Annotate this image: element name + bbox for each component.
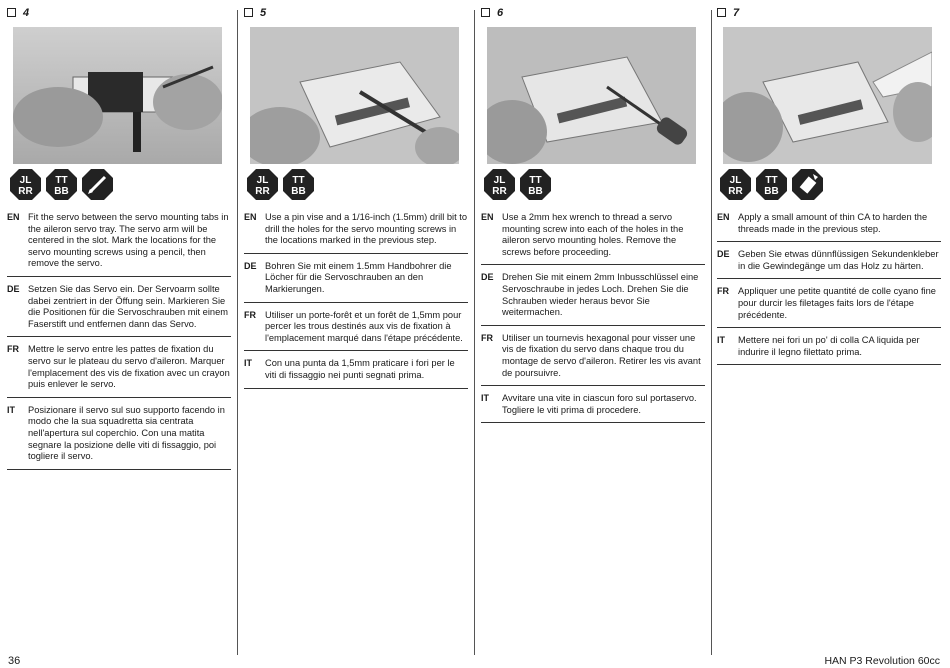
ca-glue-icon bbox=[791, 168, 824, 201]
instruction-text: Appliquer une petite quantité de colle cyano fine pour durcir les filetages faits lors de l'étape précédente. bbox=[738, 286, 936, 320]
lang-label: IT bbox=[7, 404, 15, 415]
text-it bbox=[481, 391, 705, 423]
lang-label: DE bbox=[7, 283, 20, 294]
step-header bbox=[717, 7, 739, 19]
instruction-text: Utiliser un tournevis hexagonal pour visser une vis de fixation du servo dans chaque trou du montage de servo d'aileron. Retirer les vis avant de poursuivre. bbox=[502, 332, 701, 378]
instruction-text: Bohren Sie mit einem 1.5mm Handbohrer die Löcher für die Servoschrauben an den Markierungen. bbox=[265, 260, 452, 294]
svg-text:JL: JL bbox=[729, 175, 742, 186]
both-wings-icon bbox=[282, 168, 315, 201]
instruction-text: Setzen Sie das Servo ein. Der Servoarm sollte dabei zentriert in der Öffung sein. Markieren Sie die Positionen für die Servoschrauben mit einem Faserstift und entfernen dann das Servo. bbox=[28, 283, 228, 329]
instruction-text: Apply a small amount of thin CA to harden the threads made in the previous step. bbox=[738, 212, 928, 234]
instruction-text: Posizionare il servo sul suo supporto facendo in modo che la sua squadretta sia centrata nell'apertura sul coperchio. Con una matita segnare la posizione delle viti di fissaggio, poi togliere il servo. bbox=[28, 404, 225, 462]
text-en bbox=[717, 210, 941, 242]
svg-text:TT: TT bbox=[55, 175, 68, 186]
both-wings-icon bbox=[519, 168, 552, 201]
left-right-wing-icon bbox=[719, 168, 752, 201]
step-header bbox=[7, 7, 29, 19]
left-right-wing-icon bbox=[483, 168, 516, 201]
column-divider bbox=[474, 10, 475, 655]
both-wings-icon bbox=[755, 168, 788, 201]
svg-text:RR: RR bbox=[728, 186, 743, 197]
checkbox[interactable] bbox=[7, 8, 16, 17]
text-de bbox=[7, 282, 231, 337]
lang-label: EN bbox=[244, 212, 257, 222]
step-photo bbox=[250, 27, 459, 164]
instruction-text: Fit the servo between the servo mounting tabs in the aileron servo tray. The servo arm will be centered in the slot. Mark the locations for the servo mounting screws using a pencil, then remove the servo. bbox=[28, 212, 229, 269]
step-photo bbox=[13, 27, 222, 164]
step-number: 6 bbox=[497, 7, 504, 19]
step-header bbox=[244, 7, 266, 19]
instruction-text: Mettre le servo entre les pattes de fixation du servo sur le plateau du servo d'aileron. Marquer l'emplacement des vis de fixation avec un crayon puis enlever le servo. bbox=[28, 344, 230, 390]
lang-label: DE bbox=[244, 260, 257, 271]
text-en bbox=[481, 210, 705, 265]
lang-label: FR bbox=[244, 309, 256, 320]
both-wings-icon bbox=[45, 168, 78, 201]
instruction-text: Avvitare una vite in ciascun foro sul portaservo. Togliere le viti prima di procedere. bbox=[502, 393, 697, 415]
instruction-text: Mettere nei fori un po' di colla CA liquida per indurire il legno filettato prima. bbox=[738, 335, 920, 357]
svg-text:TT: TT bbox=[529, 175, 542, 186]
text-fr bbox=[7, 342, 231, 397]
svg-text:RR: RR bbox=[492, 186, 507, 197]
step-photo bbox=[487, 27, 696, 164]
pencil-icon bbox=[81, 168, 114, 201]
text-en bbox=[7, 210, 231, 277]
lang-label: DE bbox=[481, 272, 494, 283]
text-de bbox=[481, 270, 705, 325]
lang-label: EN bbox=[481, 212, 494, 222]
lang-label: FR bbox=[7, 344, 19, 355]
step-number: 7 bbox=[733, 7, 740, 19]
svg-text:TT: TT bbox=[292, 175, 305, 186]
text-it bbox=[244, 356, 468, 388]
instruction-text: Con una punta da 1,5mm praticare i fori per le viti di fissaggio nei punti segnati prima. bbox=[265, 358, 455, 380]
text-de bbox=[717, 247, 941, 279]
svg-text:BB: BB bbox=[528, 186, 543, 197]
svg-text:BB: BB bbox=[291, 186, 306, 197]
text-fr bbox=[244, 308, 468, 352]
svg-text:JL: JL bbox=[256, 175, 269, 186]
lang-label: EN bbox=[717, 212, 730, 222]
text-it bbox=[717, 333, 941, 365]
lang-label: FR bbox=[481, 332, 493, 343]
text-fr bbox=[717, 284, 941, 328]
checkbox[interactable] bbox=[481, 8, 490, 17]
svg-text:BB: BB bbox=[764, 186, 779, 197]
lang-label: IT bbox=[481, 393, 489, 404]
text-de bbox=[244, 259, 468, 303]
step-header bbox=[481, 7, 503, 19]
lang-label: IT bbox=[244, 358, 252, 369]
column-divider bbox=[237, 10, 238, 655]
left-right-wing-icon bbox=[9, 168, 42, 201]
instruction-text: Drehen Sie mit einem 2mm Inbusschlüssel eine Servoschraube in jedes Loch. Drehen Sie die Schrauben wieder heraus bevor Sie weitermachen. bbox=[502, 272, 699, 318]
svg-text:TT: TT bbox=[765, 175, 778, 186]
instruction-text: Use a pin vise and a 1/16-inch (1.5mm) drill bit to drill the holes for the servo mounting screws in the locations marked in the previous step. bbox=[265, 212, 468, 246]
instruction-text: Geben Sie etwas dünnflüssigen Sekundenkleber in die Gewindegänge um das Holz zu härten. bbox=[738, 249, 939, 271]
footer-title: HAN P3 Revolution 60cc bbox=[824, 655, 940, 667]
checkbox[interactable] bbox=[717, 8, 726, 17]
step-photo bbox=[723, 27, 932, 164]
text-fr bbox=[481, 331, 705, 386]
step-number: 5 bbox=[260, 7, 267, 19]
lang-label: EN bbox=[7, 212, 20, 222]
lang-label: DE bbox=[717, 249, 730, 260]
lang-label: IT bbox=[717, 335, 725, 346]
instruction-text: Use a 2mm hex wrench to thread a servo mounting screw into each of the holes in the aileron servo mounting holes. Remove the screws before proceeding. bbox=[502, 212, 684, 257]
column-divider bbox=[711, 10, 712, 655]
lang-label: FR bbox=[717, 286, 729, 297]
svg-text:JL: JL bbox=[493, 175, 506, 186]
svg-text:RR: RR bbox=[255, 186, 270, 197]
text-en bbox=[244, 210, 468, 254]
page-number: 36 bbox=[8, 655, 21, 667]
checkbox[interactable] bbox=[244, 8, 253, 17]
instruction-text: Utiliser un porte-forêt et un forêt de 1,5mm pour percer les trous destinés aux vis de fixation à l'emplacement marqué dans l'étape précédente. bbox=[265, 309, 463, 343]
svg-text:RR: RR bbox=[18, 186, 33, 197]
left-right-wing-icon bbox=[246, 168, 279, 201]
text-it bbox=[7, 403, 231, 470]
step-number: 4 bbox=[23, 7, 30, 19]
svg-text:BB: BB bbox=[54, 186, 69, 197]
svg-text:JL: JL bbox=[19, 175, 32, 186]
